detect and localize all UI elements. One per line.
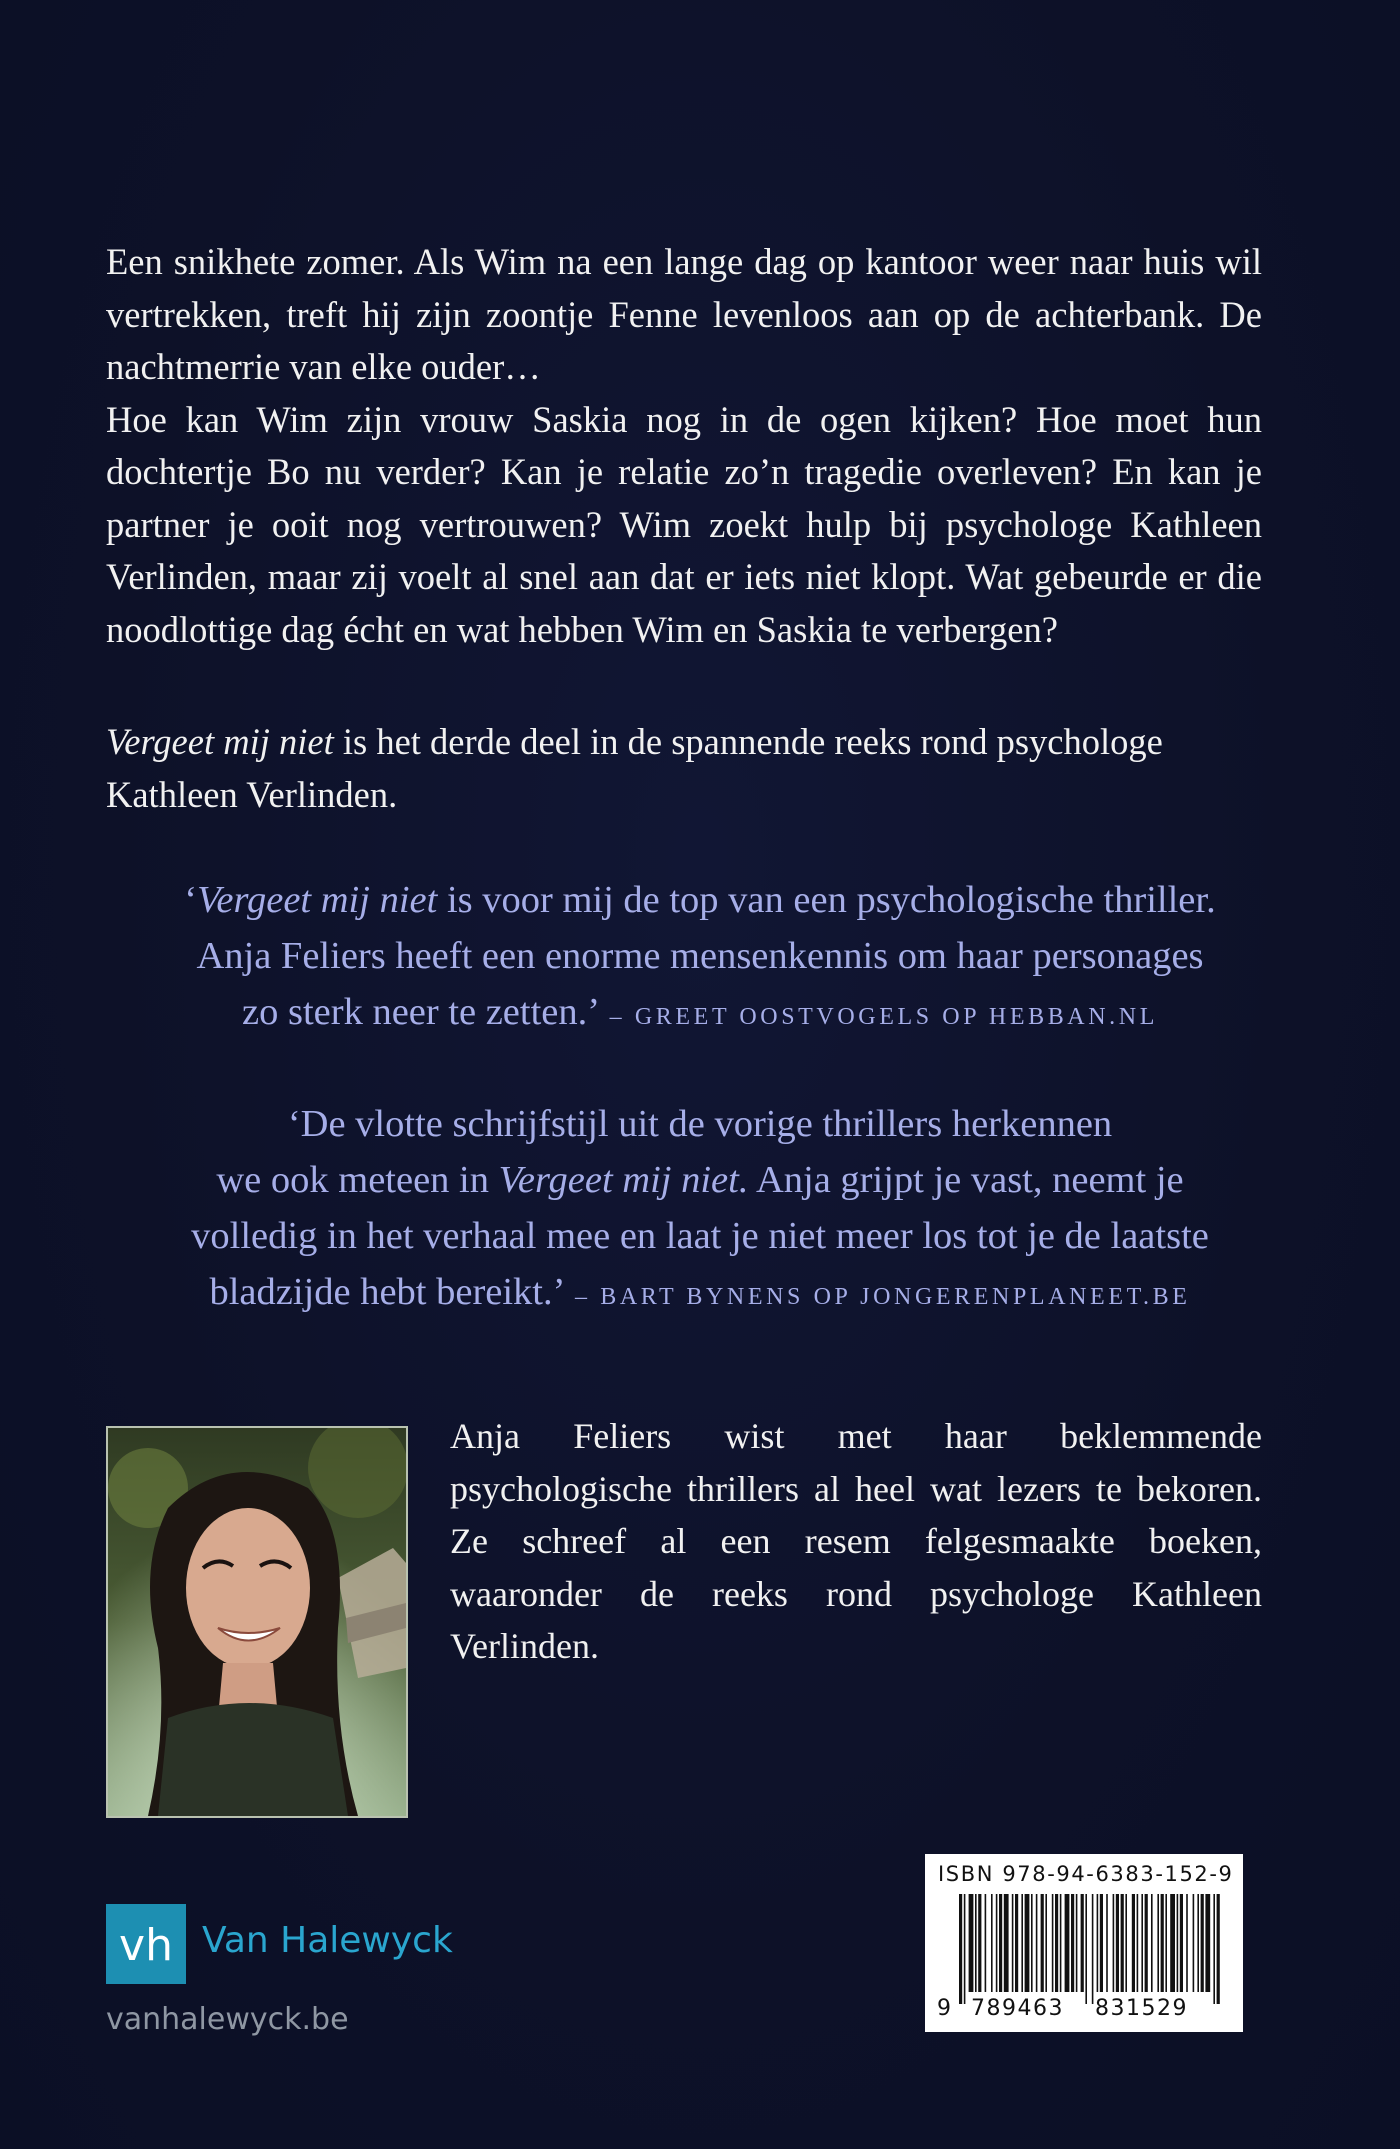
quote1-line-2: Anja Feliers heeft een enorme mensenkennis om haar personages bbox=[196, 935, 1204, 977]
barcode-bar bbox=[1193, 1894, 1195, 1992]
author-bio-text: Anja Feliers wist met haar beklemmende psychologische thrillers al heel wat lezers te bekoren. Ze schreef al een resem felgesmaakte boeken, waaronder de reeks rond psychologe Kathleen Verlinden. bbox=[450, 1416, 1262, 1666]
barcode-bar bbox=[1060, 1894, 1062, 1992]
barcode-bar bbox=[1201, 1894, 1204, 1992]
barcode-bar bbox=[999, 1894, 1002, 1992]
author-portrait-illustration bbox=[108, 1428, 406, 1816]
review-quote-1 bbox=[100, 872, 1300, 1045]
vh-logo-icon bbox=[106, 1904, 186, 1984]
barcode-bar bbox=[985, 1894, 987, 1992]
barcode-bar bbox=[1031, 1894, 1033, 1992]
barcode-bar bbox=[1165, 1894, 1167, 1992]
barcode-bar bbox=[1036, 1894, 1038, 1992]
series-book-title: Vergeet mij niet bbox=[106, 721, 334, 762]
quote1-line-3 bbox=[100, 984, 1300, 1045]
barcode-bar bbox=[1141, 1894, 1143, 1992]
quote2-attribution: – BART BYNENS OP JONGERENPLANEET.BE bbox=[565, 1284, 1191, 1310]
barcode-bar bbox=[1213, 1894, 1215, 2004]
barcode-bar bbox=[969, 1894, 974, 1992]
isbn-barcode bbox=[925, 1854, 1243, 2032]
barcode-bar bbox=[1021, 1894, 1023, 1992]
barcode-bar bbox=[1145, 1894, 1148, 1992]
publisher-website: vanhalewyck.be bbox=[106, 2002, 349, 2037]
barcode-bar bbox=[1092, 1894, 1094, 2004]
series-text: is het derde deel in de spannende reeks rond psychologe Kathleen Verlinden. bbox=[106, 721, 1163, 815]
barcode-bar bbox=[975, 1894, 977, 1992]
quote2-line-4 bbox=[100, 1264, 1300, 1325]
quote2-line2-end: Anja grijpt je vast, neemt je bbox=[748, 1159, 1184, 1201]
barcode-bar bbox=[1085, 1894, 1087, 2004]
barcode-bar bbox=[1205, 1894, 1210, 1992]
quote1-open-mark: ‘ bbox=[184, 879, 198, 921]
barcode-left-digits: 789463 bbox=[971, 1996, 1064, 2021]
quote1-line-1 bbox=[100, 872, 1300, 928]
vh-logo-mark bbox=[106, 1904, 186, 1984]
barcode-bar bbox=[1097, 1894, 1099, 1992]
quote1-line3-text: zo sterk neer te zetten.’ bbox=[242, 991, 601, 1033]
barcode-bar bbox=[1177, 1894, 1179, 1992]
barcode-bar bbox=[1065, 1894, 1070, 1992]
author-bio bbox=[450, 1410, 1262, 1673]
quote2-line-1: ‘De vlotte schrijfstijl uit de vorige thrillers herkennen bbox=[287, 1103, 1113, 1145]
barcode-bar bbox=[1161, 1894, 1164, 1992]
publisher-name: Van Halewyck bbox=[202, 1920, 453, 1961]
quote2-book-title: Vergeet mij niet. bbox=[498, 1159, 749, 1201]
author-photo bbox=[106, 1426, 408, 1818]
barcode-first-digit: 9 bbox=[937, 1996, 951, 2021]
barcode-bar bbox=[1055, 1894, 1058, 1992]
blurb-text bbox=[106, 236, 1262, 656]
quote1-attribution: – GREET OOSTVOGELS OP HEBBAN.NL bbox=[600, 1004, 1158, 1030]
quote2-line-3: volledig in het verhaal mee en laat je niet meer los tot je de laatste bbox=[191, 1215, 1209, 1257]
barcode-right-digits: 831529 bbox=[1095, 1996, 1188, 2021]
barcode-bar bbox=[1012, 1894, 1014, 1992]
quote1-line1-rest: is voor mij de top van een psychologische thriller. bbox=[437, 879, 1216, 921]
barcode-bar bbox=[1106, 1894, 1108, 1992]
barcode-bar bbox=[1217, 1894, 1220, 2004]
barcode-bar bbox=[1041, 1894, 1044, 1992]
quote1-book-title: Vergeet mij niet bbox=[197, 879, 438, 921]
barcode-bar bbox=[1081, 1894, 1084, 1992]
blurb-paragraph-2: Hoe kan Wim zijn vrouw Saskia nog in de ogen kijken? Hoe moet hun dochtertje Bo nu verder? Kan je relatie zo’n tragedie overleven? En kan je partner je ooit nog vertrouwen? Wim zoekt hulp bij psychologe Kathleen Verlinden, maar zij voelt al snel aan dat er iets niet klopt. Wat gebeurde er die noodlottige dag écht en wat hebben Wim en Saskia te verbergen? bbox=[106, 398, 1262, 650]
series-statement bbox=[106, 716, 1266, 821]
quote2-line4-text: bladzijde hebt bereikt.’ bbox=[209, 1271, 566, 1313]
barcode-bar bbox=[1004, 1894, 1009, 1992]
review-quote-2 bbox=[100, 1096, 1300, 1325]
barcode-bar bbox=[1197, 1894, 1199, 1992]
barcode-bar bbox=[1052, 1894, 1054, 1992]
barcode-bar bbox=[1121, 1894, 1124, 1992]
barcode-bar bbox=[1132, 1894, 1135, 1992]
barcode-bar bbox=[1025, 1894, 1030, 1992]
barcode-bar bbox=[1151, 1894, 1153, 1992]
barcode-bar bbox=[1157, 1894, 1159, 1992]
series-paragraph bbox=[106, 716, 1266, 821]
barcode-bar bbox=[964, 1894, 966, 2004]
barcode-bar bbox=[1071, 1894, 1074, 1992]
barcode-bar bbox=[1170, 1894, 1175, 1992]
svg-text:vh: vh bbox=[119, 1920, 173, 1971]
barcode-bar bbox=[991, 1894, 993, 1992]
quote2-line2-start: we ook meteen in bbox=[216, 1159, 499, 1201]
barcode-bar bbox=[1137, 1894, 1139, 1992]
barcode-bar bbox=[1015, 1894, 1018, 1992]
barcode-bar bbox=[1100, 1894, 1103, 1992]
barcode-bar bbox=[1125, 1894, 1127, 1992]
barcode-bar bbox=[1180, 1894, 1183, 1992]
quote2-line-2 bbox=[100, 1152, 1300, 1208]
barcode-bar bbox=[959, 1894, 962, 2004]
blurb-paragraph-1: Een snikhete zomer. Als Wim na een lange dag op kantoor weer naar huis wil vertrekken, treft hij zijn zoontje Fenne levenloos aan op de achterbank. De nachtmerrie van elke ouder… bbox=[106, 241, 1262, 387]
barcode-bar bbox=[1116, 1894, 1119, 1992]
barcode-bar bbox=[1045, 1894, 1047, 1992]
isbn-label: ISBN 978-94-6383-152-9 bbox=[938, 1862, 1234, 1886]
barcode-bars bbox=[959, 1894, 1221, 2004]
barcode-bar bbox=[1186, 1894, 1188, 1992]
barcode-bar bbox=[996, 1894, 998, 1992]
barcode-bar bbox=[1113, 1894, 1115, 1992]
barcode-bar bbox=[978, 1894, 981, 1992]
barcode-bar bbox=[1076, 1894, 1078, 1992]
